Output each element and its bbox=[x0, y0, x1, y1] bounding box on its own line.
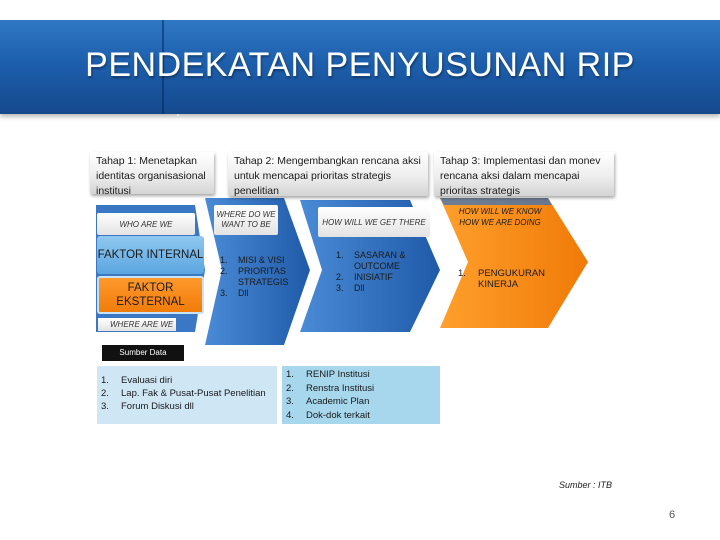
list-item: 2. INISIATIF bbox=[336, 272, 393, 282]
list-item: 2. PRIORITAS STRATEGIS bbox=[220, 266, 289, 287]
question-where-do-we-want-to-be: WHERE DO WE WANT TO BE bbox=[214, 205, 278, 235]
step-3-number: 3 bbox=[471, 155, 478, 167]
list-item: 4. Dok-dok terkait bbox=[286, 409, 370, 421]
step-1-card bbox=[90, 152, 214, 197]
question-where-are-we: WHERE ARE WE bbox=[98, 318, 176, 331]
step-1-prefix: Tahap bbox=[96, 155, 128, 167]
question-who-are-we: WHO ARE WE bbox=[97, 213, 195, 235]
faktor-internal-box: FAKTOR INTERNAL bbox=[97, 236, 204, 274]
arrow-stage-4-cap bbox=[440, 198, 552, 205]
list-item: 3. Forum Diskusi dll bbox=[101, 401, 194, 412]
list-item: 3. Dll bbox=[220, 288, 249, 298]
sources-box-right bbox=[282, 366, 440, 424]
list-item: 2. Renstra Institusi bbox=[286, 382, 375, 394]
faktor-eksternal-box: FAKTOR EKSTERNAL bbox=[97, 276, 204, 314]
sources-box-left bbox=[97, 366, 277, 424]
list-item: 3. Dll bbox=[336, 283, 365, 293]
step-2-text: : Mengembangkan rencana aksi untuk mencapai prioritas strategis penelitian bbox=[234, 155, 421, 197]
list-item: 1. RENIP Institusi bbox=[286, 369, 370, 380]
stage-4-list bbox=[458, 268, 548, 290]
step-1-number: 1 bbox=[127, 155, 134, 167]
question-how-will-we-know: HOW WILL WE KNOW HOW WE ARE DOING bbox=[458, 207, 542, 227]
question-how-will-we-get-there: HOW WILL WE GET THERE bbox=[318, 207, 430, 237]
step-2-card bbox=[228, 152, 428, 196]
list-item: 1. MISI & VISI bbox=[220, 255, 285, 265]
list-item: 1. SASARAN & OUTCOME bbox=[336, 250, 406, 271]
list-item: 1. Evaluasi diri bbox=[101, 375, 173, 386]
list-item: 1. PENGUKURAN KINERJA bbox=[458, 268, 546, 290]
list-item: 3. Academic Plan bbox=[286, 396, 370, 407]
slide-title: PENDEKATAN PENYUSUNAN RIP bbox=[85, 46, 635, 84]
list-item: 2. Lap. Fak & Pusat-Pusat Penelitian bbox=[101, 388, 266, 399]
step-3-prefix: Tahap bbox=[440, 155, 472, 167]
step-1-text: : Menetapkan identitas organisasional institusi bbox=[96, 155, 206, 197]
source-note: Sumber : ITB bbox=[559, 480, 613, 490]
step-3-card bbox=[434, 152, 614, 196]
step-2-prefix: Tahap bbox=[234, 155, 266, 167]
page-number: 6 bbox=[669, 509, 676, 521]
sumber-data-label: Sumber Data bbox=[102, 345, 184, 361]
stage-3-list bbox=[336, 250, 416, 294]
step-3-text: : Implementasi dan monev rencana aksi dalam mencapai prioritas strategis bbox=[440, 155, 601, 197]
stage-2-list bbox=[220, 255, 300, 299]
step-2-number: 2 bbox=[265, 155, 272, 167]
